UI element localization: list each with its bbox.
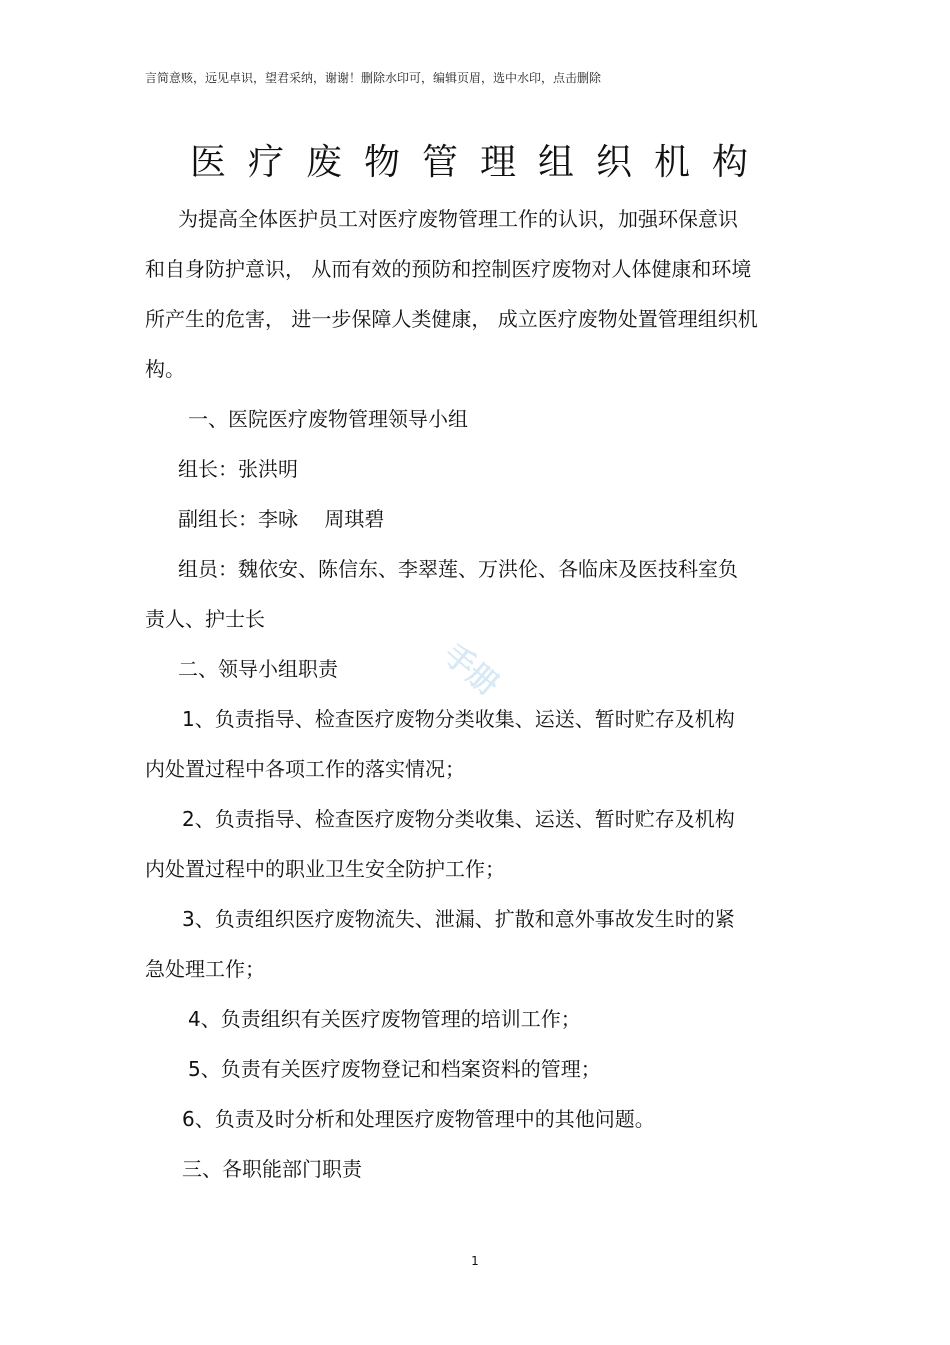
header-note: 言简意赅，远见卓识，望君采纳，谢谢！删除水印可，编辑页眉，选中水印，点击删除 [145, 71, 602, 85]
members-line-1: 组员：魏依安、陈信东、李翠莲、万洪伦、各临床及医技科室负 [178, 557, 738, 581]
duty-2-line-2: 内处置过程中的职业卫生安全防护工作； [145, 857, 505, 881]
duty-3-line-2: 急处理工作； [145, 957, 265, 981]
duty-2-line-1: 2、负责指导、检查医疗废物分类收集、运送、暂时贮存及机构 [182, 807, 735, 831]
duty-1-line-2: 内处置过程中各项工作的落实情况； [145, 757, 465, 781]
page-number: 1 [471, 1254, 479, 1268]
section1-heading: 一、医院医疗废物管理领导小组 [188, 407, 468, 431]
intro-line-2: 和自身防护意识， 从而有效的预防和控制医疗废物对人体健康和环境 [145, 257, 752, 281]
section2-heading: 二、领导小组职责 [178, 657, 338, 681]
watermark-logo: 手册 [436, 637, 506, 703]
duty-1-line-1: 1、负责指导、检查医疗废物分类收集、运送、暂时贮存及机构 [182, 707, 735, 731]
intro-line-4: 构。 [145, 357, 185, 381]
document-title: 医疗废物管理组织机构 [189, 142, 770, 183]
duty-4-line: 4、负责组织有关医疗废物管理的培训工作； [188, 1007, 581, 1031]
intro-line-1: 为提高全体医护员工对医疗废物管理工作的认识，加强环保意识 [178, 207, 738, 231]
duty-6-line: 6、负责及时分析和处理医疗废物管理中的其他问题。 [182, 1107, 655, 1131]
section3-heading: 三、各职能部门职责 [182, 1157, 362, 1181]
duty-5-line: 5、负责有关医疗废物登记和档案资料的管理； [188, 1057, 601, 1081]
deputy-line: 副组长：李咏 周琪碧 [178, 507, 385, 531]
leader-line: 组长：张洪明 [178, 457, 298, 481]
duty-3-line-1: 3、负责组织医疗废物流失、泄漏、扩散和意外事故发生时的紧 [182, 907, 735, 931]
intro-line-3: 所产生的危害， 进一步保障人类健康， 成立医疗废物处置管理组织机 [145, 307, 758, 331]
members-line-2: 责人、护士长 [145, 607, 265, 631]
